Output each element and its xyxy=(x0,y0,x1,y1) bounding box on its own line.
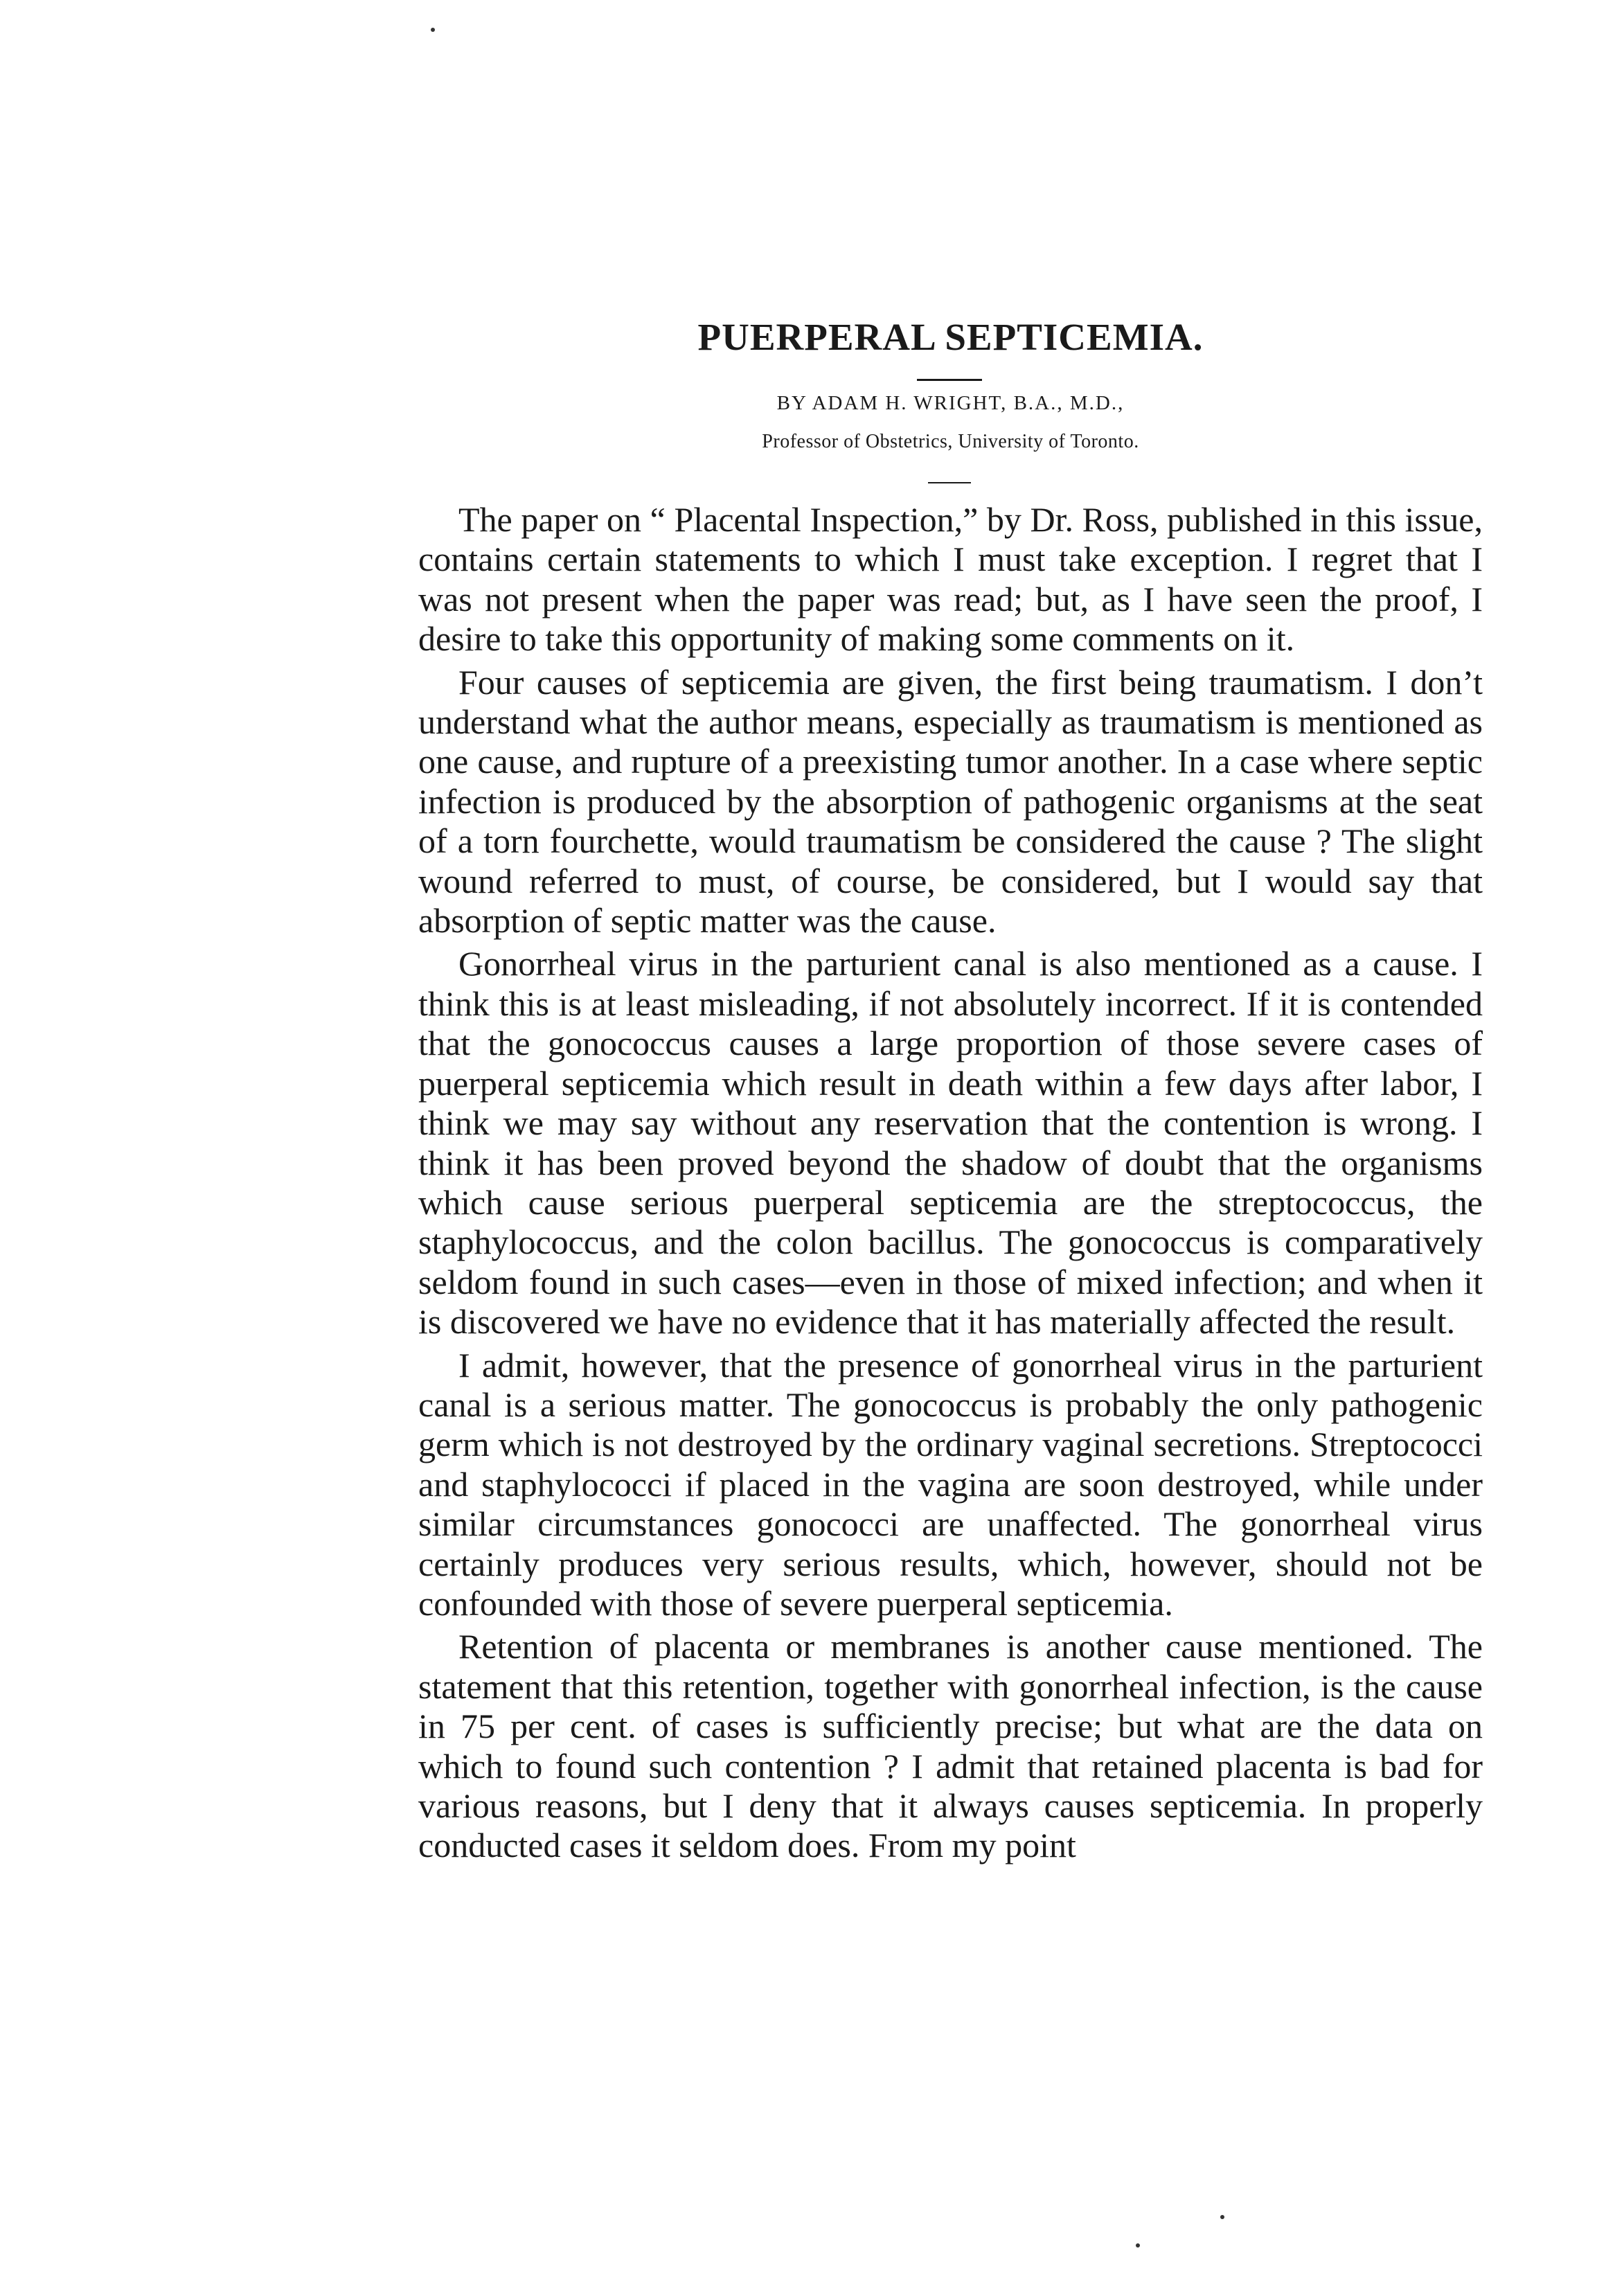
speck-mark xyxy=(1220,2215,1224,2219)
speck-mark xyxy=(1136,2243,1140,2248)
paragraph-1: The paper on “ Placental Inspection,” by Dr. Ross, published in this issue, contains certain statements to which I must take exception. I regret that I was not present when the paper was read; but, as I have seen the proof, I desire to take this opportunity of making some comments on it. xyxy=(418,500,1483,659)
author-byline: BY ADAM H. WRIGHT, B.A., M.D., xyxy=(776,392,1125,414)
paragraph-2: Four causes of septicemia are given, the first being traumatism. I don’t understand what the author means, especially as traumatism is mentioned as one cause, and rupture of a preexisting tumor another. In a case where septic infection is produced by the absorption of pathogenic organisms at the seat of a torn fourchette, would traumatism be considered the cause ? The slight wound referred to must, of course, be considered, but I would say that absorption of septic matter was the cause. xyxy=(418,662,1483,941)
article-title: PUERPERAL SEPTICEMIA. xyxy=(697,316,1204,358)
paragraph-4: I admit, however, that the presence of gonorrheal virus in the parturient canal is a serious matter. The gonococcus is probably the only pathogenic germ which is not destroyed by the ordinary vaginal secretions. Streptococci and staphylococci if placed in the vagina are soon destroyed, while under similar circumstances gonococci are unaffected. The gonorrheal virus certainly produces very serious results, which, however, should not be confounded with those of severe puerperal septicemia. xyxy=(418,1345,1483,1623)
author-affiliation: Professor of Obstetrics, University of Toronto. xyxy=(762,431,1139,452)
affiliation-divider xyxy=(928,482,971,483)
paragraph-5: Retention of placenta or membranes is another cause mentioned. The statement that this retention, together with gonorrheal infection, is the cause in 75 per cent. of cases is sufficiently precise; but what are the data on which to found such contention ? I admit that retained placenta is bad for various reasons, but I deny that it always causes septicemia. In properly conducted cases it seldom does. From my point xyxy=(418,1627,1483,1865)
article-body xyxy=(418,500,1483,1866)
title-divider xyxy=(917,379,982,381)
speck-mark xyxy=(431,28,435,32)
paragraph-3: Gonorrheal virus in the parturient canal is also mentioned as a cause. I think this is at least misleading, if not absolutely incorrect. If it is contended that the gonococcus causes a large proportion of those severe cases of puerperal septicemia which result in death within a few days after labor, I think we may say without any reservation that the contention is wrong. I think it has been proved beyond the shadow of doubt that the organisms which cause serious puerperal septicemia are the streptococcus, the staphylococcus, and the colon bacillus. The gonococcus is comparatively seldom found in such cases—even in those of mixed infection; and when it is discovered we have no evidence that it has materially affected the result. xyxy=(418,944,1483,1342)
